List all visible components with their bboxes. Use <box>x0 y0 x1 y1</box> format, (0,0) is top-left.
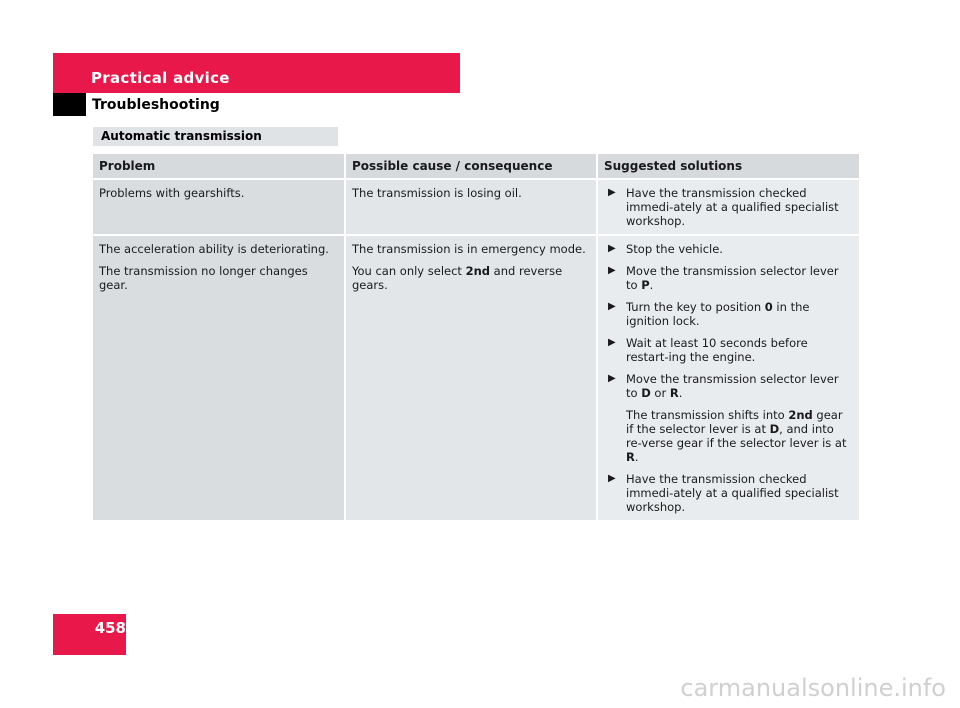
subsection-label: Automatic transmission <box>101 129 262 143</box>
problem-text: The acceleration ability is deteriorating. <box>99 242 329 256</box>
solution-cell <box>597 179 859 235</box>
solution-note <box>604 408 853 464</box>
solution-text-part: . <box>649 278 654 292</box>
solution-text-part: in the ignition lock. <box>626 300 810 328</box>
page-number-box <box>53 614 126 655</box>
cause-text: The transmission is in emergency mode. <box>352 242 586 256</box>
selector-position: R <box>669 386 679 400</box>
note-text-part: . <box>634 450 639 464</box>
key-position: 0 <box>764 300 773 314</box>
note-text-part: , and into re-verse gear if the selector lever is at <box>626 422 847 450</box>
solution-text <box>626 372 853 400</box>
chapter-title: Practical advice <box>91 69 230 87</box>
column-header-cause: Possible cause / consequence <box>345 154 597 179</box>
page-number: 458 <box>94 619 126 637</box>
triangle-right-icon: ▶ <box>608 373 616 384</box>
solution-text-part: or <box>650 386 670 400</box>
problem-text: Problems with gearshifts. <box>99 186 245 200</box>
solution-item <box>604 242 853 256</box>
gear-value: 2nd <box>788 408 813 422</box>
solution-text: Wait at least 10 seconds before restart-ing the engine. <box>626 336 808 364</box>
solution-text-part: Move the transmission selector lever to <box>626 372 839 400</box>
solution-text-part: . <box>678 386 683 400</box>
cause-cell <box>345 179 597 235</box>
problem-cell <box>93 179 345 235</box>
problem-cell <box>93 235 345 520</box>
solution-text-part: Move the transmission selector lever to <box>626 264 839 292</box>
problem-text: The transmission no longer changes gear. <box>99 264 308 292</box>
troubleshooting-table <box>93 154 859 520</box>
cause-text <box>352 264 590 292</box>
column-header-solutions: Suggested solutions <box>597 154 859 179</box>
solution-item <box>604 336 853 364</box>
solution-text: Stop the vehicle. <box>626 242 723 256</box>
watermark: carmanualsonline.info <box>680 674 946 702</box>
selector-position: D <box>769 422 780 436</box>
solution-text <box>626 264 853 292</box>
gear-value: 2nd <box>465 264 491 278</box>
solution-item <box>604 264 853 292</box>
table-row <box>93 179 859 235</box>
solution-item <box>604 372 853 400</box>
solution-text <box>626 300 853 328</box>
solution-item <box>604 186 853 228</box>
selector-position: P <box>641 278 650 292</box>
triangle-right-icon: ▶ <box>608 473 616 484</box>
cause-text-part: and reverse gears. <box>352 264 563 292</box>
column-header-problem: Problem <box>93 154 345 179</box>
solution-text: Have the transmission checked immedi-ately at a qualified specialist workshop. <box>626 472 839 514</box>
selector-position: D <box>641 386 651 400</box>
section-title: Troubleshooting <box>92 97 220 113</box>
triangle-right-icon: ▶ <box>608 243 616 254</box>
triangle-right-icon: ▶ <box>608 265 616 276</box>
selector-position: R <box>626 450 635 464</box>
chapter-header <box>53 53 460 93</box>
solution-cell <box>597 235 859 520</box>
note-text-part: The transmission shifts into <box>626 408 789 422</box>
triangle-right-icon: ▶ <box>608 187 616 198</box>
cause-cell <box>345 235 597 520</box>
cause-text-part: You can only select <box>352 264 466 278</box>
table-header-row <box>93 154 859 179</box>
note-text-part: gear if the selector lever is at <box>626 408 843 436</box>
triangle-right-icon: ▶ <box>608 337 616 348</box>
solution-text: Have the transmission checked immedi-ately at a qualified specialist workshop. <box>626 186 839 228</box>
solution-text-part: Turn the key to position <box>626 300 765 314</box>
section-tab-marker <box>53 93 86 116</box>
cause-text: The transmission is losing oil. <box>352 186 522 200</box>
solution-item <box>604 300 853 328</box>
subsection-bar <box>93 127 338 146</box>
table-row <box>93 235 859 520</box>
solution-item <box>604 472 853 514</box>
triangle-right-icon: ▶ <box>608 301 616 312</box>
